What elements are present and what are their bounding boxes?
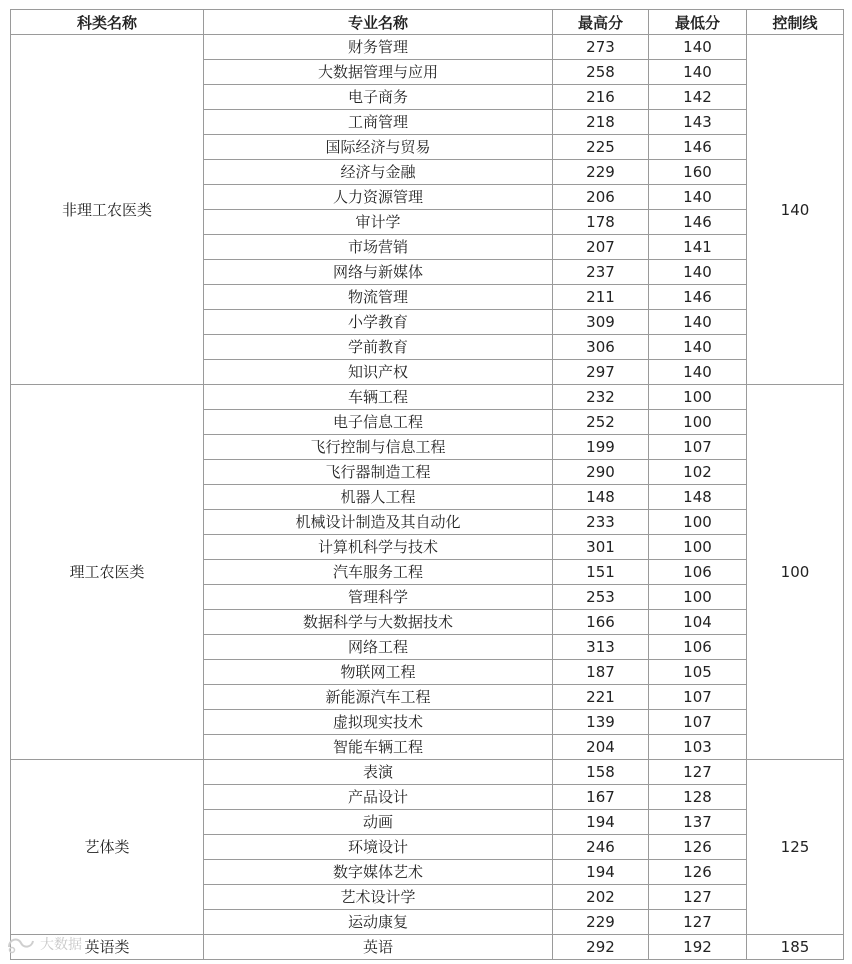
major-cell: 飞行控制与信息工程: [204, 435, 553, 460]
table-body: [11, 35, 844, 960]
max-score-cell: 139: [553, 710, 649, 735]
major-cell: 运动康复: [204, 910, 553, 935]
major-cell: 小学教育: [204, 310, 553, 335]
major-cell: 艺术设计学: [204, 885, 553, 910]
min-score-cell: 140: [649, 60, 747, 85]
max-score-cell: 211: [553, 285, 649, 310]
min-score-cell: 148: [649, 485, 747, 510]
max-score-cell: 252: [553, 410, 649, 435]
min-score-cell: 127: [649, 910, 747, 935]
min-score-cell: 140: [649, 185, 747, 210]
max-score-cell: 237: [553, 260, 649, 285]
min-score-cell: 127: [649, 760, 747, 785]
major-cell: 国际经济与贸易: [204, 135, 553, 160]
max-score-cell: 207: [553, 235, 649, 260]
major-cell: 数据科学与大数据技术: [204, 610, 553, 635]
min-score-cell: 100: [649, 385, 747, 410]
header-min-score: 最低分: [649, 10, 747, 35]
max-score-cell: 166: [553, 610, 649, 635]
table-row: [11, 385, 844, 410]
major-cell: 汽车服务工程: [204, 560, 553, 585]
max-score-cell: 187: [553, 660, 649, 685]
table-header-row: [11, 10, 844, 35]
min-score-cell: 192: [649, 935, 747, 960]
min-score-cell: 107: [649, 435, 747, 460]
min-score-cell: 107: [649, 685, 747, 710]
major-cell: 市场营销: [204, 235, 553, 260]
major-cell: 经济与金融: [204, 160, 553, 185]
min-score-cell: 140: [649, 260, 747, 285]
min-score-cell: 104: [649, 610, 747, 635]
major-cell: 网络与新媒体: [204, 260, 553, 285]
major-cell: 审计学: [204, 210, 553, 235]
max-score-cell: 229: [553, 910, 649, 935]
min-score-cell: 128: [649, 785, 747, 810]
max-score-cell: 148: [553, 485, 649, 510]
max-score-cell: 309: [553, 310, 649, 335]
watermark-text: 大数据: [40, 937, 82, 953]
min-score-cell: 140: [649, 335, 747, 360]
major-cell: 电子信息工程: [204, 410, 553, 435]
table-row: [11, 760, 844, 785]
min-score-cell: 100: [649, 585, 747, 610]
max-score-cell: 258: [553, 60, 649, 85]
major-cell: 机械设计制造及其自动化: [204, 510, 553, 535]
control-line-cell: 125: [747, 760, 844, 935]
min-score-cell: 103: [649, 735, 747, 760]
major-cell: 新能源汽车工程: [204, 685, 553, 710]
max-score-cell: 232: [553, 385, 649, 410]
max-score-cell: 225: [553, 135, 649, 160]
max-score-cell: 218: [553, 110, 649, 135]
min-score-cell: 105: [649, 660, 747, 685]
category-cell: 艺体类: [11, 760, 204, 935]
major-cell: 网络工程: [204, 635, 553, 660]
max-score-cell: 253: [553, 585, 649, 610]
major-cell: 虚拟现实技术: [204, 710, 553, 735]
min-score-cell: 100: [649, 535, 747, 560]
max-score-cell: 292: [553, 935, 649, 960]
control-line-cell: 185: [747, 935, 844, 960]
max-score-cell: 246: [553, 835, 649, 860]
major-cell: 学前教育: [204, 335, 553, 360]
max-score-cell: 178: [553, 210, 649, 235]
header-control-line: 控制线: [747, 10, 844, 35]
major-cell: 智能车辆工程: [204, 735, 553, 760]
major-cell: 动画: [204, 810, 553, 835]
major-cell: 机器人工程: [204, 485, 553, 510]
header-category: 科类名称: [11, 10, 204, 35]
min-score-cell: 127: [649, 885, 747, 910]
category-cell: 英语类: [11, 935, 204, 960]
category-cell: 理工农医类: [11, 385, 204, 760]
min-score-cell: 140: [649, 310, 747, 335]
max-score-cell: 151: [553, 560, 649, 585]
min-score-cell: 100: [649, 410, 747, 435]
category-cell: 非理工农医类: [11, 35, 204, 385]
major-cell: 大数据管理与应用: [204, 60, 553, 85]
max-score-cell: 313: [553, 635, 649, 660]
major-cell: 人力资源管理: [204, 185, 553, 210]
max-score-cell: 233: [553, 510, 649, 535]
major-cell: 物联网工程: [204, 660, 553, 685]
major-cell: 计算机科学与技术: [204, 535, 553, 560]
major-cell: 产品设计: [204, 785, 553, 810]
min-score-cell: 142: [649, 85, 747, 110]
min-score-cell: 141: [649, 235, 747, 260]
major-cell: 飞行器制造工程: [204, 460, 553, 485]
table-row: [11, 935, 844, 960]
min-score-cell: 143: [649, 110, 747, 135]
max-score-cell: 216: [553, 85, 649, 110]
major-cell: 知识产权: [204, 360, 553, 385]
major-cell: 电子商务: [204, 85, 553, 110]
max-score-cell: 221: [553, 685, 649, 710]
max-score-cell: 194: [553, 860, 649, 885]
admission-score-table: [10, 9, 844, 960]
min-score-cell: 106: [649, 560, 747, 585]
min-score-cell: 126: [649, 860, 747, 885]
min-score-cell: 140: [649, 360, 747, 385]
max-score-cell: 206: [553, 185, 649, 210]
max-score-cell: 306: [553, 335, 649, 360]
major-cell: 环境设计: [204, 835, 553, 860]
min-score-cell: 107: [649, 710, 747, 735]
major-cell: 管理科学: [204, 585, 553, 610]
header-max-score: 最高分: [553, 10, 649, 35]
max-score-cell: 297: [553, 360, 649, 385]
min-score-cell: 126: [649, 835, 747, 860]
max-score-cell: 194: [553, 810, 649, 835]
major-cell: 财务管理: [204, 35, 553, 60]
major-cell: 工商管理: [204, 110, 553, 135]
major-cell: 数字媒体艺术: [204, 860, 553, 885]
min-score-cell: 146: [649, 285, 747, 310]
max-score-cell: 199: [553, 435, 649, 460]
min-score-cell: 146: [649, 210, 747, 235]
max-score-cell: 229: [553, 160, 649, 185]
max-score-cell: 273: [553, 35, 649, 60]
min-score-cell: 106: [649, 635, 747, 660]
min-score-cell: 140: [649, 35, 747, 60]
major-cell: 表演: [204, 760, 553, 785]
min-score-cell: 100: [649, 510, 747, 535]
max-score-cell: 158: [553, 760, 649, 785]
control-line-cell: 140: [747, 35, 844, 385]
header-major: 专业名称: [204, 10, 553, 35]
major-cell: 英语: [204, 935, 553, 960]
major-cell: 车辆工程: [204, 385, 553, 410]
max-score-cell: 290: [553, 460, 649, 485]
max-score-cell: 301: [553, 535, 649, 560]
table-row: [11, 35, 844, 60]
max-score-cell: 204: [553, 735, 649, 760]
min-score-cell: 102: [649, 460, 747, 485]
max-score-cell: 167: [553, 785, 649, 810]
min-score-cell: 146: [649, 135, 747, 160]
min-score-cell: 137: [649, 810, 747, 835]
max-score-cell: 202: [553, 885, 649, 910]
min-score-cell: 160: [649, 160, 747, 185]
major-cell: 物流管理: [204, 285, 553, 310]
control-line-cell: 100: [747, 385, 844, 760]
